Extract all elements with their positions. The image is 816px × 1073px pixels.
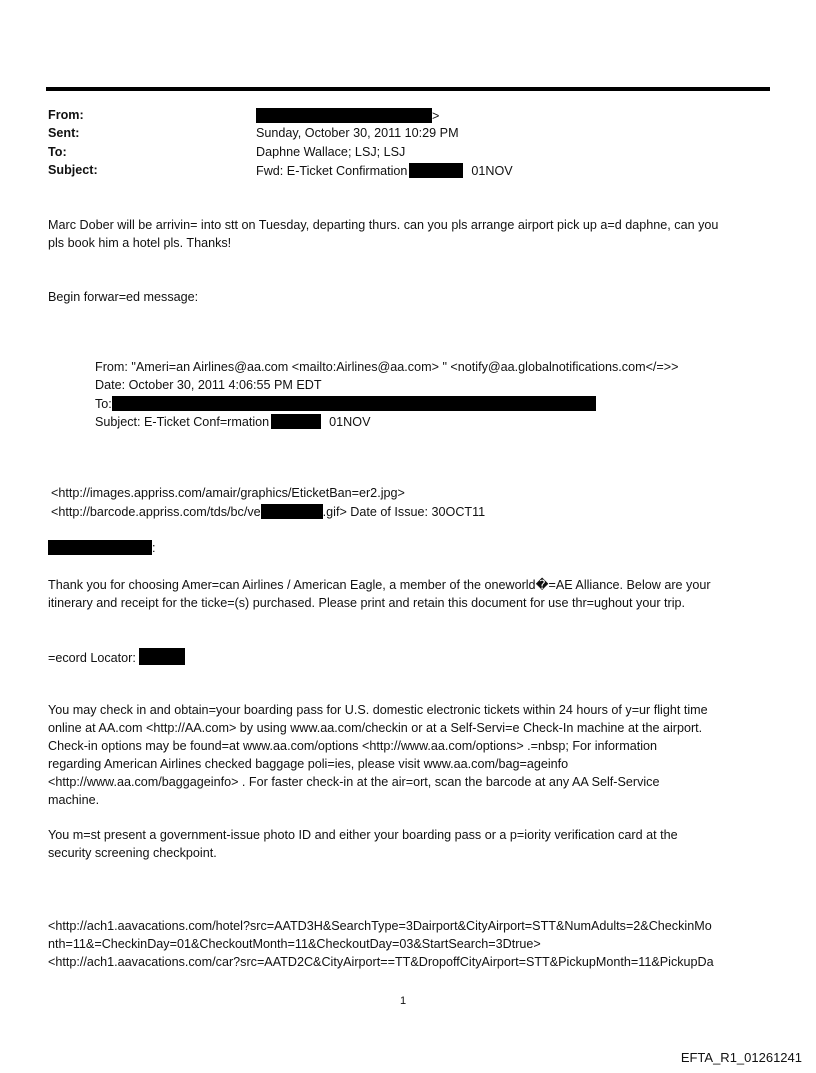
- fwd-to-label: To:: [95, 397, 112, 411]
- barcode-suffix: .gif> Date of Issue: 30OCT11: [322, 505, 486, 519]
- record-locator-label: =ecord Locator:: [48, 651, 136, 665]
- header-rule: [46, 87, 770, 91]
- redaction-block: [112, 396, 596, 411]
- id-line: You m=st present a government-issue photo ID and either your boarding pass or a p=iority verification card at the: [48, 828, 678, 842]
- to-value: Daphne Wallace; LSJ; LSJ: [256, 145, 406, 159]
- page-number: 1: [400, 995, 407, 1007]
- checkin-paragraph: [48, 701, 776, 809]
- fwd-date: Date: October 30, 2011 4:06:55 PM EDT: [95, 378, 322, 392]
- checkin-line: <http://www.aa.com/baggageinfo> . For faster check-in at the air=ort, scan the barcode at any AA Self-Service: [48, 775, 660, 789]
- from-suffix: >: [432, 109, 440, 123]
- thanks-paragraph: [48, 576, 776, 612]
- salutation-colon: :: [152, 541, 156, 555]
- fwd-subject-prefix: Subject: E-Ticket Conf=rmation: [95, 415, 270, 429]
- subject-prefix: Fwd: E-Ticket Confirmation: [256, 164, 408, 178]
- from-label: From:: [48, 108, 84, 122]
- message-line: Marc Dober will be arrivin= into stt on Tuesday, departing thurs. can you pls arrange airport pick up a=d daphne, can you: [48, 218, 719, 232]
- redaction-block: [139, 648, 185, 665]
- record-locator: [48, 648, 185, 665]
- fwd-subject: [95, 414, 370, 429]
- redaction-block: [409, 163, 463, 178]
- sent-label: Sent:: [48, 126, 80, 140]
- message-paragraph: [48, 216, 776, 252]
- thanks-line: Thank you for choosing Amer=can Airlines / American Eagle, a member of the oneworld�=AE Alliance. Below are your: [48, 578, 711, 592]
- checkin-line: regarding American Airlines checked baggage poli=ies, please visit www.aa.com/bag=ageinfo: [48, 757, 569, 771]
- subject-suffix: 01NOV: [471, 164, 513, 178]
- fwd-to: [95, 396, 596, 411]
- sent-value: Sunday, October 30, 2011 10:29 PM: [256, 126, 459, 140]
- begin-forwarded: Begin forwar=ed message:: [48, 290, 199, 304]
- checkin-line: online at AA.com <http://AA.com> by using www.aa.com/checkin or at a Self-Servi=e Check-In machine at the airport.: [48, 721, 703, 735]
- redaction-block: [256, 108, 432, 123]
- checkin-line: You may check in and obtain=your boarding pass for U.S. domestic electronic tickets within 24 hours of y=ur flight time: [48, 703, 708, 717]
- from-value: [256, 108, 439, 123]
- subject-label: Subject:: [48, 163, 98, 177]
- checkin-line: machine.: [48, 793, 100, 807]
- redaction-block: [48, 540, 152, 555]
- to-label: To:: [48, 145, 67, 159]
- url-paragraph: [48, 917, 776, 971]
- url-line: nth=11&=CheckinDay=01&CheckoutMonth=11&CheckoutDay=03&StartSearch=3Dtrue>: [48, 937, 541, 951]
- checkin-line: Check-in options may be found=at www.aa.com/options <http://www.aa.com/options> .=nbsp; For information: [48, 739, 658, 753]
- id-paragraph: [48, 826, 776, 862]
- url-line: <http://ach1.aavacations.com/hotel?src=AATD3H&SearchType=3Dairport&CityAirport=STT&NumAdults=2&CheckinMo: [48, 919, 712, 933]
- barcode-line: [51, 504, 485, 519]
- redaction-block: [261, 504, 323, 519]
- fwd-subject-suffix: 01NOV: [329, 415, 371, 429]
- fwd-from: From: "Ameri=an Airlines@aa.com <mailto:Airlines@aa.com> " <notify@aa.globalnotifications.com</=>>: [95, 360, 679, 374]
- banner-link: <http://images.appriss.com/amair/graphics/EticketBan=er2.jpg>: [51, 486, 405, 500]
- subject-value: [256, 163, 513, 178]
- barcode-prefix: <http://barcode.appriss.com/tds/bc/ve: [51, 505, 261, 519]
- thanks-line: itinerary and receipt for the ticke=(s) purchased. Please print and retain this document for use thr=ughout your trip.: [48, 596, 686, 610]
- id-line: security screening checkpoint.: [48, 846, 217, 860]
- salutation: [48, 540, 156, 555]
- url-line: <http://ach1.aavacations.com/car?src=AATD2C&CityAirport==TT&DropoffCityAirport=STT&PickupMonth=11&PickupDa: [48, 955, 714, 969]
- redaction-block: [271, 414, 321, 429]
- document-id: EFTA_R1_01261241: [680, 1050, 802, 1065]
- message-line: pls book him a hotel pls. Thanks!: [48, 236, 232, 250]
